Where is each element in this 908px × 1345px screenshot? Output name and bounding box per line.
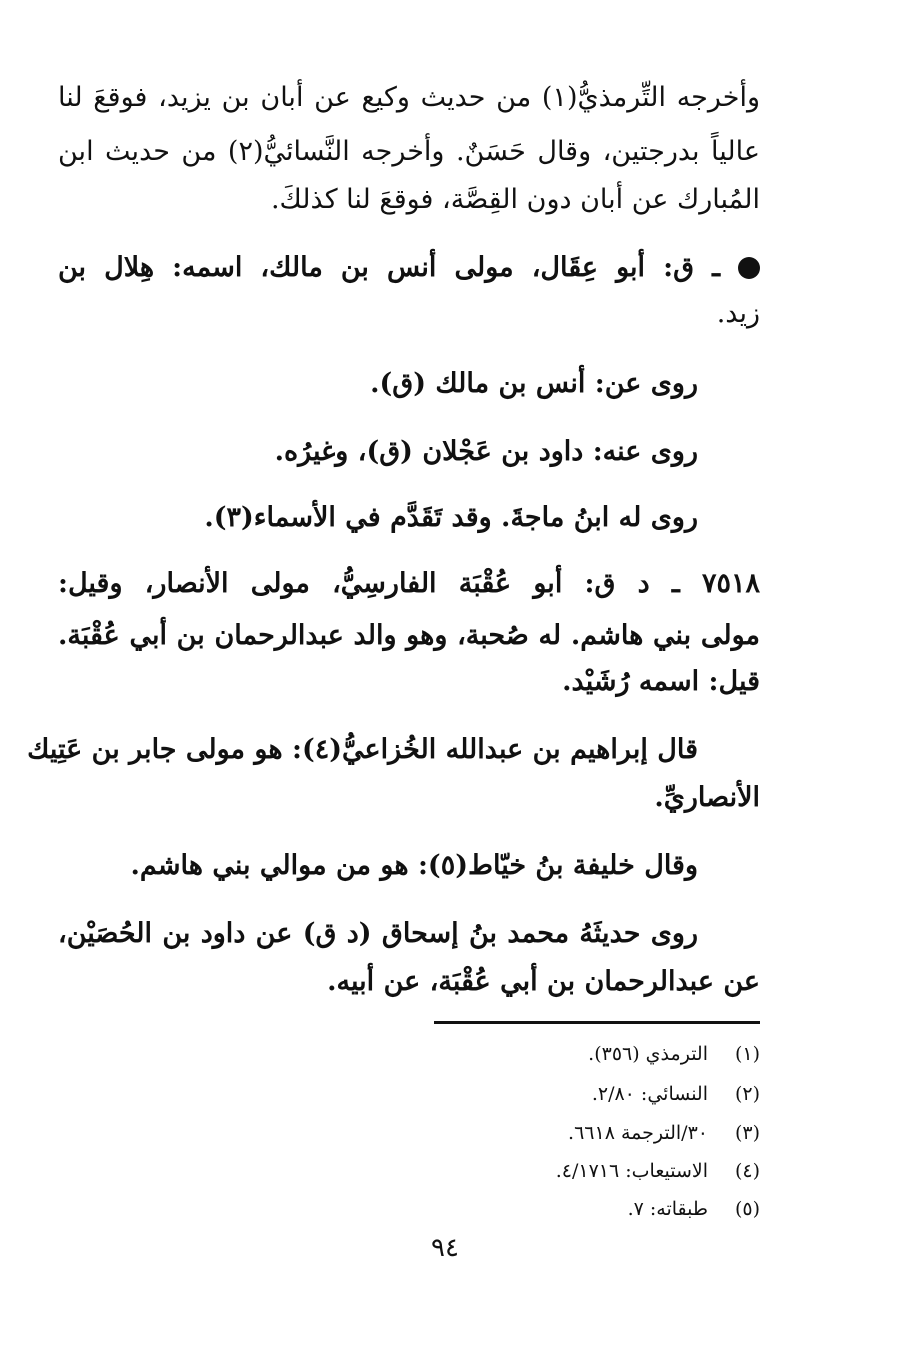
footnote-1 xyxy=(588,1041,760,1067)
footnote-number: (٤) xyxy=(734,1160,760,1182)
paragraph-7-line-1: قال إبراهيم بن عبدالله الخُزاعيُّ(٤): هو مولى جابر بن عَتِيك xyxy=(27,734,698,765)
footnote-3 xyxy=(568,1120,760,1146)
footnote-text: الاستيعاب: ٤/١٧١٦. xyxy=(555,1160,708,1182)
paragraph-1-line-3: المُبارك عن أبان دون القِصَّة، فوقعَ لنا كذلكَ. xyxy=(270,184,760,215)
paragraph-1-line-2: عالياً بدرجتين، وقال حَسَنٌ. وأخرجه النَّسائيُّ(٢) من حديث ابن xyxy=(58,136,760,167)
footnote-number: (٢) xyxy=(734,1083,760,1105)
entry-7518-line-3: قيل: اسمه رُشَيْد. xyxy=(562,666,760,697)
paragraph-9-line-1: روى حديثَهُ محمد بنُ إسحاق (د ق) عن داود بن الحُصَيْن، xyxy=(58,918,698,949)
footnote-text: ٣٠/الترجمة ٦٦١٨. xyxy=(568,1122,708,1144)
entry-abu-iqal xyxy=(58,248,760,288)
footnote-separator xyxy=(434,1021,760,1024)
paragraph-2-line-1: ـ ق: أبو عِقَال، مولى أنس بن مالك، اسمه: هِلال بن xyxy=(58,252,720,283)
narrated-from: روى عن: أنس بن مالك (ق). xyxy=(370,368,698,399)
paragraph-7-line-2: الأنصاريِّ. xyxy=(654,782,760,813)
paragraph-2-line-2: زيد. xyxy=(716,298,760,329)
footnote-number: (١) xyxy=(734,1043,760,1065)
bullet-icon xyxy=(738,257,760,279)
footnote-2 xyxy=(592,1081,760,1107)
footnote-text: طبقاته: ٧. xyxy=(627,1198,708,1220)
paragraph-1-line-1: وأخرجه التِّرمذيُّ(١) من حديث وكيع عن أبان بن يزيد، فوقعَ لنا xyxy=(58,82,760,113)
narrated-for: روى له ابنُ ماجةَ. وقد تَقَدَّم في الأسماء(٣). xyxy=(204,502,698,533)
narrated-by: روى عنه: داود بن عَجْلان (ق)، وغيرُه. xyxy=(274,436,698,467)
footnote-number: (٣) xyxy=(734,1122,760,1144)
footnote-4 xyxy=(556,1158,760,1184)
entry-7518-line-2: مولى بني هاشم. له صُحبة، وهو والد عبدالرحمان بن أبي عُقْبَة. xyxy=(58,620,760,651)
footnote-text: النسائي: ٢/٨٠. xyxy=(591,1083,708,1105)
paragraph-8: وقال خليفة بنُ خيّاط(٥): هو من موالي بني هاشم. xyxy=(130,850,698,881)
entry-7518-line-1: ٧٥١٨ ـ د ق: أبو عُقْبَة الفارسِيُّ، مولى الأنصار، وقيل: xyxy=(58,568,760,599)
footnote-number: (٥) xyxy=(734,1198,760,1220)
paragraph-9-line-2: عن عبدالرحمان بن أبي عُقْبَة، عن أبيه. xyxy=(327,966,760,997)
page-number: ٩٤ xyxy=(431,1233,459,1263)
footnote-5 xyxy=(628,1196,760,1222)
footnote-text: الترمذي (٣٥٦). xyxy=(588,1043,708,1065)
